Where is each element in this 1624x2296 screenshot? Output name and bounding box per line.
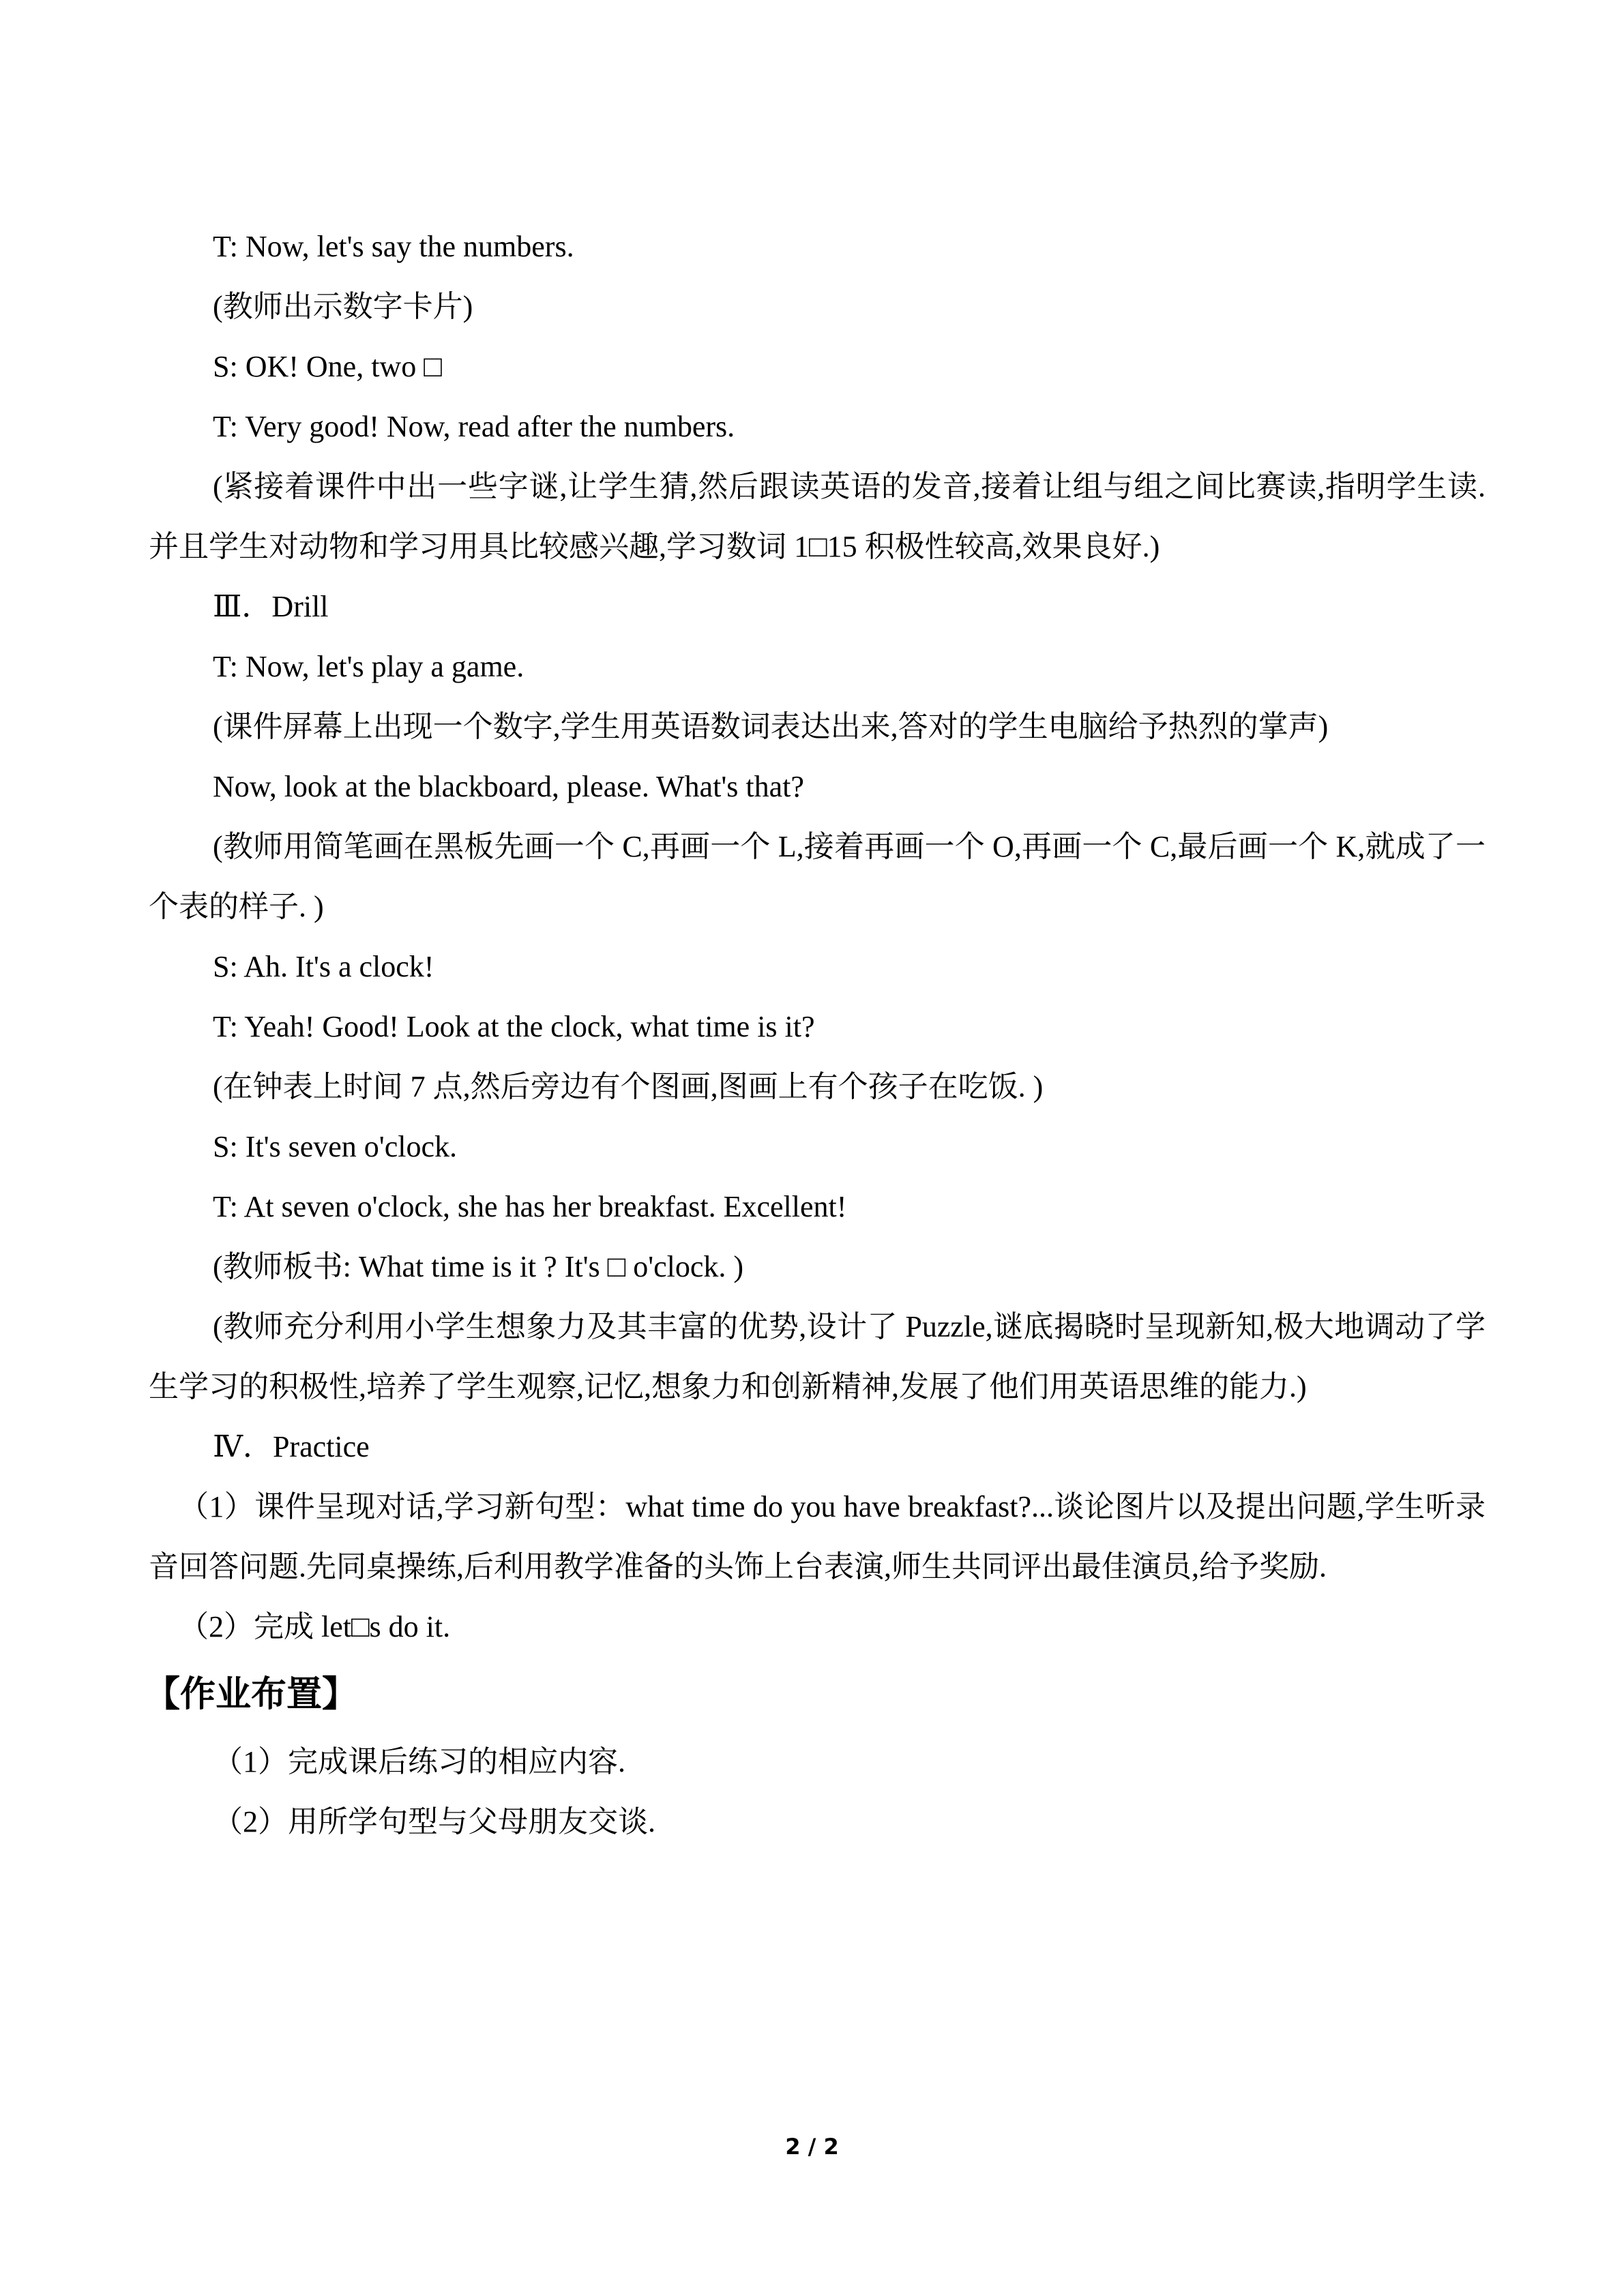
dialogue-line: S: OK! One, two □: [213, 350, 442, 383]
note-paragraph: (紧接着课件中出一些字谜,让学生猜,然后跟读英语的发音,接着让组与组之间比赛读,指明学生读.并且学生对动物和学习用具比较感兴趣,学习数词 1□15 积极性较高,效果良好.): [149, 470, 1486, 563]
note-line: (课件屏幕上出现一个数字,学生用英语数词表达出来,答对的学生电脑给予热烈的掌声): [213, 710, 1329, 743]
practice-item: （2）完成 let□s do it.: [179, 1610, 451, 1643]
dialogue-line: S: Ah. It's a clock!: [213, 950, 434, 983]
note-line: (在钟表上时间 7 点,然后旁边有个图画,图画上有个孩子在吃饭. ): [213, 1070, 1044, 1103]
note-line: (教师板书: What time is it ? It's □ o'clock. ): [213, 1250, 744, 1283]
section-heading-practice: Ⅳ．Practice: [213, 1430, 370, 1463]
page-number: 2 / 2: [785, 2134, 839, 2160]
dialogue-line: S: It's seven o'clock.: [213, 1130, 458, 1163]
dialogue-line: T: Now, let's say the numbers.: [213, 230, 574, 263]
dialogue-line: T: Yeah! Good! Look at the clock, what time is it?: [213, 1010, 815, 1043]
homework-item: （2）用所学句型与父母朋友交谈.: [213, 1805, 655, 1838]
dialogue-line: Now, look at the blackboard, please. What's that?: [213, 770, 804, 803]
practice-item: （1）课件呈现对话,学习新句型：what time do you have breakfast?...谈论图片以及提出问题,学生听录音回答问题.先同桌操练,后利用教学准备的头饰上台表演,师生共同评出最佳演员,给予奖励.: [149, 1490, 1486, 1583]
homework-item: （1）完成课后练习的相应内容.: [213, 1745, 625, 1778]
note-paragraph: (教师用简笔画在黑板先画一个 C,再画一个 L,接着再画一个 O,再画一个 C,最后画一个 K,就成了一个表的样子. ): [149, 830, 1486, 923]
dialogue-line: T: At seven o'clock, she has her breakfast. Excellent!: [213, 1190, 847, 1223]
document-body: [145, 217, 1486, 1852]
homework-heading: 【作业布置】: [145, 1674, 358, 1715]
dialogue-line: T: Very good! Now, read after the numbers.: [213, 410, 735, 443]
dialogue-line: T: Now, let's play a game.: [213, 650, 525, 683]
note-line: (教师出示数字卡片): [213, 290, 473, 323]
section-heading-drill: Ⅲ．Drill: [213, 590, 329, 623]
note-paragraph: (教师充分利用小学生想象力及其丰富的优势,设计了 Puzzle,谜底揭晓时呈现新知,极大地调动了学生学习的积极性,培养了学生观察,记忆,想象力和创新精神,发展了他们用英语思维的能力.): [149, 1310, 1486, 1403]
